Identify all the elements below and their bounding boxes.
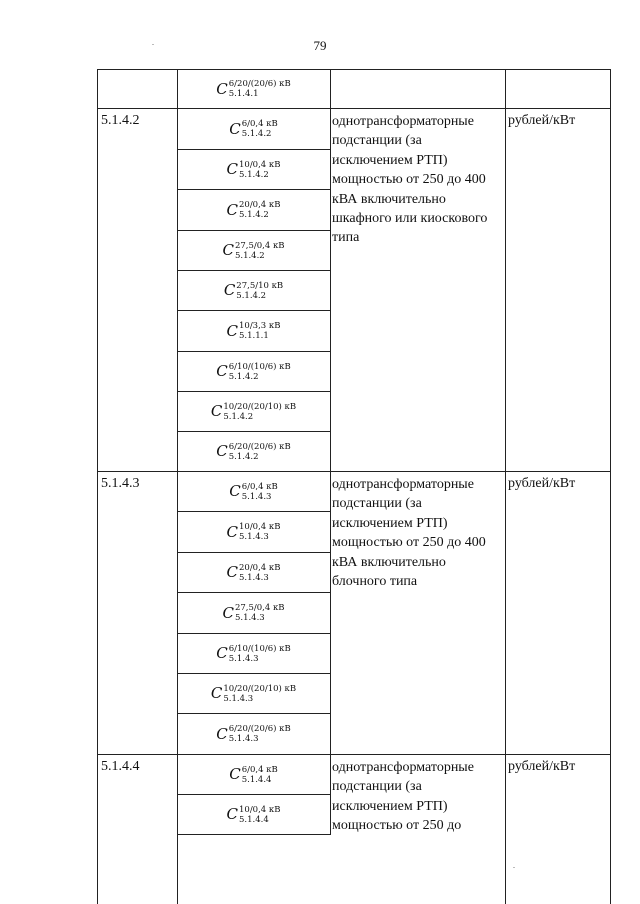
coefficient-voltage: 10/0,4 кВ bbox=[239, 159, 281, 170]
coefficient-index: 5.1.4.2 bbox=[223, 411, 254, 422]
coefficient-index: 5.1.4.2 bbox=[236, 290, 267, 301]
coefficient-index: 5.1.4.4 bbox=[239, 814, 269, 825]
coefficient-voltage: 6/10/(10/6) кВ bbox=[228, 643, 291, 654]
coefficient-symbol: C bbox=[229, 765, 241, 783]
coefficient-symbol: C bbox=[216, 644, 228, 662]
coefficient-voltage: 6/20/(20/6) кВ bbox=[228, 79, 291, 89]
coefficient-voltage: 20/0,4 кВ bbox=[239, 200, 281, 210]
coefficient-voltage: 10/20/(20/10) кВ bbox=[223, 401, 297, 412]
coefficient-index: 5.1.4.3 bbox=[228, 653, 259, 664]
coefficient-voltage: 27,5/10 кВ bbox=[236, 280, 284, 291]
coefficient-symbol: C bbox=[210, 402, 223, 420]
coefficient-symbol: C bbox=[229, 119, 241, 138]
coefficient-index: 5.1.4.2 bbox=[228, 451, 259, 462]
coefficient-index: 5.1.4.3 bbox=[223, 693, 254, 704]
coefficient-voltage: 10/20/(20/10) кВ bbox=[223, 683, 297, 694]
coefficient-index: 5.1.4.2 bbox=[228, 371, 259, 382]
coefficient-cell bbox=[177, 352, 330, 391]
coefficient-cell bbox=[177, 472, 330, 511]
coefficient-symbol: C bbox=[216, 362, 228, 380]
row-divider-5143 bbox=[97, 471, 611, 472]
row-unit: рублей/кВт bbox=[508, 759, 576, 774]
coefficient-cell bbox=[177, 755, 330, 794]
coefficient-cell bbox=[177, 271, 330, 310]
coefficient-index: 5.1.1.1 bbox=[239, 331, 269, 341]
coefficient-index: 5.1.4.3 bbox=[239, 572, 269, 583]
coefficient-cell bbox=[177, 70, 330, 108]
coefficient-cell bbox=[177, 512, 330, 552]
coefficient-cell bbox=[177, 109, 330, 149]
coefficient-index: 5.1.4.1 bbox=[228, 89, 259, 99]
scan-speck bbox=[513, 867, 515, 868]
row-divider-5142 bbox=[97, 108, 611, 109]
coefficient-index: 5.1.4.2 bbox=[234, 250, 265, 261]
coefficient-cell bbox=[177, 795, 330, 834]
coefficient-cell bbox=[177, 311, 330, 351]
coefficient-cell bbox=[177, 553, 330, 592]
coef-divider bbox=[177, 834, 330, 835]
table-left-border bbox=[97, 69, 98, 904]
coefficient-voltage: 20/0,4 кВ bbox=[239, 562, 281, 573]
coefficient-cell bbox=[177, 432, 330, 471]
coefficient-voltage: 6/0,4 кВ bbox=[241, 764, 278, 775]
coefficient-symbol: C bbox=[223, 281, 236, 299]
coefficient-symbol: C bbox=[222, 241, 234, 259]
column-divider-desc bbox=[505, 69, 506, 904]
page-number: 79 bbox=[313, 38, 327, 53]
coefficient-index: 5.1.4.2 bbox=[241, 129, 272, 139]
coefficient-cell bbox=[177, 593, 330, 633]
coefficient-voltage: 27,5/0,4 кВ bbox=[234, 603, 285, 613]
coefficient-symbol: C bbox=[216, 79, 228, 98]
coefficient-index: 5.1.4.3 bbox=[234, 613, 265, 623]
coefficient-voltage: 6/0,4 кВ bbox=[241, 481, 278, 492]
coefficient-index: 5.1.4.2 bbox=[239, 210, 269, 220]
coefficient-symbol: C bbox=[226, 200, 238, 219]
coefficient-voltage: 6/10/(10/6) кВ bbox=[228, 361, 291, 372]
coefficient-voltage: 6/20/(20/6) кВ bbox=[228, 724, 291, 734]
coefficient-cell bbox=[177, 190, 330, 230]
coefficient-symbol: C bbox=[226, 321, 238, 340]
coefficient-symbol: C bbox=[226, 160, 238, 178]
column-divider-coef bbox=[330, 69, 331, 835]
coefficient-voltage: 6/20/(20/6) кВ bbox=[228, 441, 291, 452]
coefficient-symbol: C bbox=[210, 684, 223, 702]
coefficient-symbol: C bbox=[226, 522, 238, 541]
coefficient-index: 5.1.4.3 bbox=[239, 532, 269, 542]
row-code: 5.1.4.3 bbox=[101, 476, 140, 491]
coefficient-voltage: 10/0,4 кВ bbox=[239, 804, 281, 815]
coefficient-symbol: C bbox=[222, 603, 234, 622]
row-description: однотрансформаторные подстанции (за исключением РТП) мощностью от 250 до 400 кВА включительно блочного типа bbox=[332, 477, 486, 590]
coefficient-symbol: C bbox=[216, 724, 228, 743]
row-unit: рублей/кВт bbox=[508, 476, 576, 491]
coefficient-symbol: C bbox=[229, 482, 241, 500]
coefficient-cell bbox=[177, 231, 330, 270]
coefficient-index: 5.1.4.4 bbox=[241, 774, 272, 785]
coefficient-symbol: C bbox=[216, 442, 228, 460]
coefficient-voltage: 10/0,4 кВ bbox=[239, 522, 281, 532]
coefficient-symbol: C bbox=[226, 805, 238, 823]
coefficient-symbol: C bbox=[226, 563, 238, 581]
row-divider-5144 bbox=[97, 754, 611, 755]
coefficient-cell bbox=[177, 634, 330, 673]
row-unit: рублей/кВт bbox=[508, 113, 576, 128]
coefficient-index: 5.1.4.3 bbox=[228, 734, 259, 744]
coefficient-cell bbox=[177, 150, 330, 189]
table-top-border bbox=[97, 69, 611, 70]
row-code: 5.1.4.4 bbox=[101, 759, 140, 774]
coefficient-cell bbox=[177, 392, 330, 431]
coefficient-voltage: 6/0,4 кВ bbox=[241, 119, 278, 129]
scan-speck bbox=[152, 44, 154, 45]
coefficient-cell bbox=[177, 674, 330, 713]
row-description: однотрансформаторные подстанции (за исключением РТП) мощностью от 250 до bbox=[332, 760, 474, 834]
coefficient-index: 5.1.4.3 bbox=[241, 491, 272, 502]
coefficient-index: 5.1.4.2 bbox=[239, 169, 269, 180]
row-description: однотрансформаторные подстанции (за исключением РТП) мощностью от 250 до 400 кВА включительно шкафного или киоскового типа bbox=[332, 114, 488, 246]
coefficient-cell bbox=[177, 714, 330, 754]
table-right-border bbox=[610, 69, 611, 904]
coefficient-voltage: 27,5/0,4 кВ bbox=[234, 240, 285, 251]
coefficient-voltage: 10/3,3 кВ bbox=[239, 321, 281, 331]
tariff-table bbox=[97, 69, 611, 904]
row-code: 5.1.4.2 bbox=[101, 113, 140, 128]
